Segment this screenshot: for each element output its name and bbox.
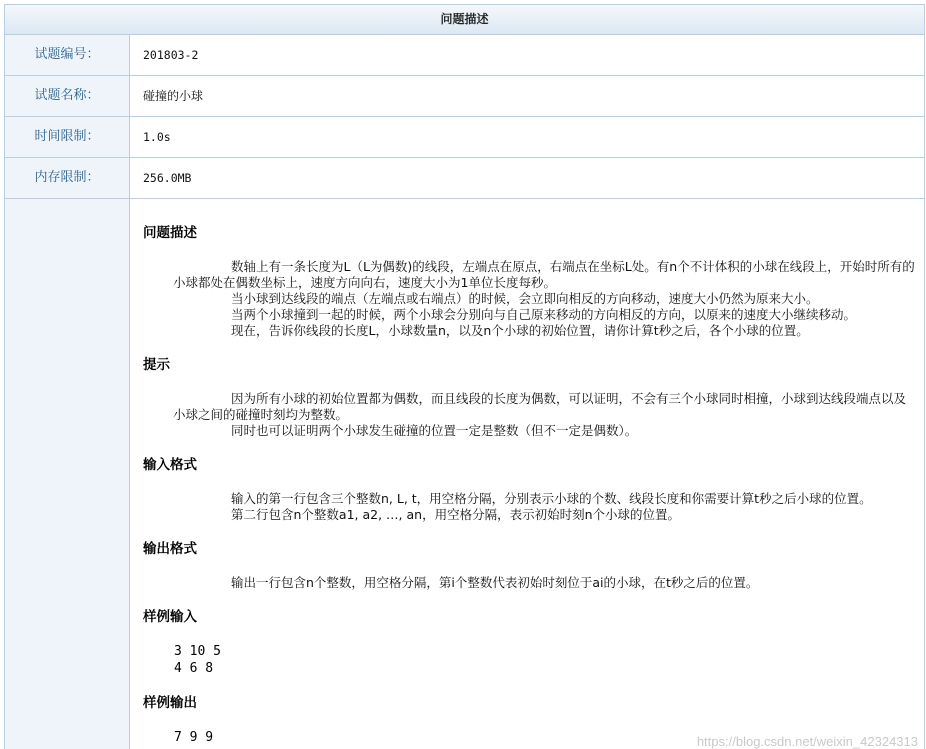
section-title-output: 输出格式 xyxy=(143,541,197,557)
panel-header: 问题描述 xyxy=(5,5,924,35)
paragraph: 输出一行包含n个整数，用空格分隔，第i个整数代表初始时刻位于ai的小球，在t秒之后的位置。 xyxy=(231,575,759,590)
paragraph: 当两个小球撞到一起的时候，两个小球会分别向与自己原来移动的方向相反的方向，以原来的速度大小继续移动。 xyxy=(231,307,857,322)
section-title-input: 输入格式 xyxy=(143,457,197,473)
description-label-cell xyxy=(5,199,130,749)
paragraph: 第二行包含n个整数a1, a2, …, an，用空格分隔，表示初始时刻n个小球的位置。 xyxy=(231,507,680,522)
info-label: 内存限制： xyxy=(5,158,130,198)
output-paragraphs xyxy=(143,575,918,591)
problem-panel xyxy=(4,4,925,749)
info-row-time-limit xyxy=(5,117,924,158)
description-row xyxy=(5,199,924,749)
info-value: 256.0MB xyxy=(143,171,192,185)
paragraph: 现在，告诉你线段的长度L，小球数量n，以及n个小球的初始位置，请你计算t秒之后，各个小球的位置。 xyxy=(231,323,809,338)
code-line: 7 9 9 xyxy=(174,730,214,745)
sample-input-code xyxy=(143,643,918,677)
info-label: 时间限制： xyxy=(5,117,130,157)
paragraph: 数轴上有一条长度为L（L为偶数)的线段，左端点在原点，右端点在坐标L处。有n个不计体积的小球在线段上，开始时所有的小球都处在偶数坐标上，速度方向向右，速度大小为1单位长度每秒。 xyxy=(173,259,915,290)
problem-paragraphs xyxy=(143,259,918,339)
info-row-name xyxy=(5,76,924,117)
info-value: 碰撞的小球 xyxy=(143,89,204,103)
input-paragraphs xyxy=(143,491,918,523)
paragraph: 当小球到达线段的端点（左端点或右端点）的时候，会立即向相反的方向移动，速度大小仍然为原来大小。 xyxy=(231,291,819,306)
code-line: 4 6 8 xyxy=(174,661,214,676)
section-title-sample-input: 样例输入 xyxy=(143,609,197,625)
paragraph: 输入的第一行包含三个整数n, L, t，用空格分隔，分别表示小球的个数、线段长度和你需要计算t秒之后小球的位置。 xyxy=(231,491,872,506)
paragraph: 因为所有小球的初始位置都为偶数，而且线段的长度为偶数，可以证明，不会有三个小球同时相撞，小球到达线段端点以及小球之间的碰撞时刻均为整数。 xyxy=(173,391,907,422)
info-label: 试题编号： xyxy=(5,35,130,75)
info-value: 201803-2 xyxy=(143,48,199,62)
info-value: 1.0s xyxy=(143,130,171,144)
section-title-problem: 问题描述 xyxy=(143,225,197,241)
description-content xyxy=(130,199,924,749)
watermark: https://blog.csdn.net/weixin_42324313 xyxy=(696,734,918,749)
paragraph: 同时也可以证明两个小球发生碰撞的位置一定是整数（但不一定是偶数）。 xyxy=(231,423,638,438)
section-title-sample-output: 样例输出 xyxy=(143,695,197,711)
info-row-memory-limit xyxy=(5,158,924,199)
hint-paragraphs xyxy=(143,391,918,439)
info-row-id xyxy=(5,35,924,76)
code-line: 3 10 5 xyxy=(174,644,221,659)
info-label: 试题名称： xyxy=(5,76,130,116)
section-title-hint: 提示 xyxy=(143,357,170,373)
